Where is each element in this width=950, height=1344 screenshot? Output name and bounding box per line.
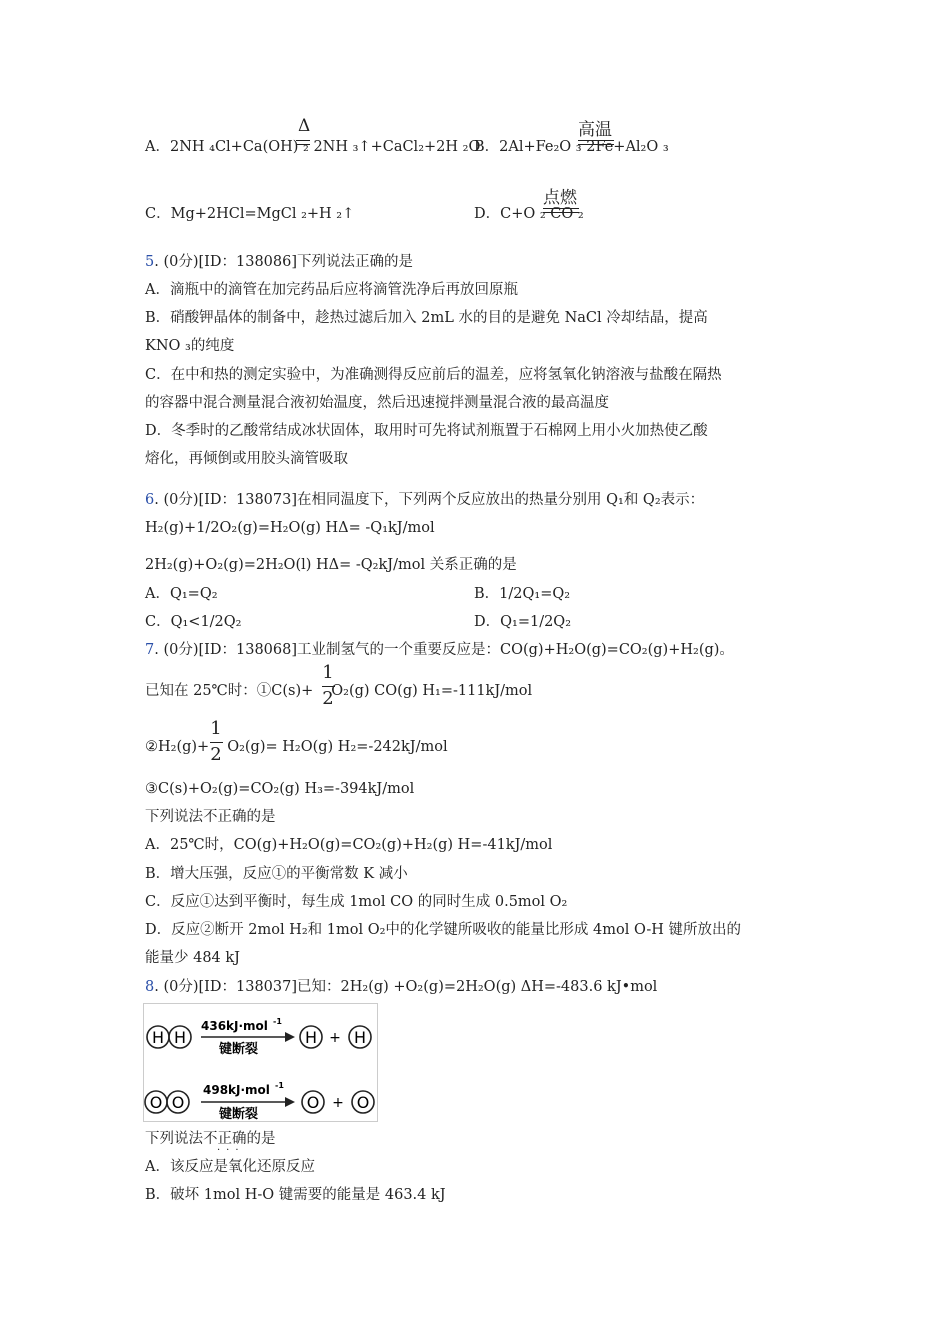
q4-d-equals [543,208,579,213]
q8-number: 8 [145,979,155,995]
q5-option-c-line1: C．在中和热的测定实验中，为准确测得反应前后的温差，应将氢氧化钠溶液与盐酸在隔热 [145,367,722,383]
o-bond-energy-unit-sup: -1 [275,1081,284,1090]
q6-option-a: A．Q₁=Q₂ [145,586,218,602]
q5-option-b-line2: KNO ₃的纯度 [145,338,235,354]
q4-a-condition: Δ [298,116,311,136]
h-bond-break-label: 键断裂 [219,1042,259,1057]
q5-option-b-line1: B．硝酸钾晶体的制备中，趁热过滤后加入 2mL 水的目的是避免 NaCl 冷却结晶，提高 [145,310,708,326]
q7-option-b: B．增大压强，反应①的平衡常数 K 减小 [145,866,408,882]
h-product-right: H [353,1028,367,1047]
q7-option-c: C．反应①达到平衡时，每生成 1mol CO 的同时生成 0.5mol O₂ [145,894,568,910]
q8-stem: 8. (0分)[ID：138037]已知：2H₂(g) +O₂(g)=2H₂O(g) ΔH=-483.6 kJ•mol [145,979,658,995]
o-atom-left: O [149,1093,163,1112]
o-product-right: O [356,1093,370,1112]
q8-ask: 下列说法不正确的是 [145,1131,276,1147]
q5-number: 5 [145,254,155,270]
o-product-left: O [306,1093,320,1112]
q7-stem: 7. (0分)[ID：138068]工业制氢气的一个重要反应是：CO(g)+H₂O(g)=CO₂(g)+H₂(g)。 [145,642,734,658]
q7-known-eq3: ③C(s)+O₂(g)=CO₂(g) H₃=-394kJ/mol [145,781,415,797]
q7-option-a: A．25℃时，CO(g)+H₂O(g)=CO₂(g)+H₂(g) H=-41kJ/mol [145,837,553,853]
h-atom-left: H [151,1028,165,1047]
q8-option-a: A．该反应是氧化还原反应 [145,1159,315,1175]
q5-option-d-line2: 熔化，再倾倒或用胶头滴管吸取 [145,451,348,467]
q7-eq2-frac-num: 1 [210,718,222,739]
q7-known-eq1: 已知在 25℃时：①C(s)+ O₂(g) CO(g) H₁=-111kJ/mol [145,683,533,699]
q6-option-d: D．Q₁=1/2Q₂ [474,614,572,630]
q5-stem: 5. (0分)[ID：138086]下列说法正确的是 [145,254,414,270]
q5-option-a: A．滴瓶中的滴管在加完药品后应将滴管洗净后再放回原瓶 [145,282,518,298]
h-plus: + [329,1030,341,1046]
q4-b-equals [578,140,614,145]
q8-emphasis-dots: ··· [217,1145,245,1156]
h-product-left: H [304,1028,318,1047]
o-bond-break-label: 键断裂 [219,1107,259,1122]
q6-number: 6 [145,492,155,508]
q6-option-c: C．Q₁<1/2Q₂ [145,614,242,630]
q7-option-d-line1: D．反应②断开 2mol H₂和 1mol O₂中的化学键所吸收的能量比形成 4mol O-H 键所放出的 [145,922,742,938]
q4-option-a: A．2NH ₄Cl+Ca(OH) ₂ 2NH ₃↑+CaCl₂+2H ₂O [145,139,481,155]
q7-eq1-frac-bar [322,686,335,687]
h-bond-energy-unit-sup: -1 [273,1017,282,1026]
q8-option-b: B．破坏 1mol H-O 键需要的能量是 463.4 kJ [145,1187,446,1203]
q4-b-condition: 高温 [578,120,612,140]
q6-option-b: B．1/2Q₁=Q₂ [474,586,571,602]
q4-option-b: B．2Al+Fe₂O ₃ 2Fe+Al₂O ₃ [474,139,669,155]
q6-equation-1: H₂(g)+1/2O₂(g)=H₂O(g) HΔ= -Q₁kJ/mol [145,520,435,536]
q6-stem: 6. (0分)[ID：138073]在相同温度下，下列两个反应放出的热量分别用 Q₁和 Q₂表示： [145,492,705,508]
q4-option-c: C．Mg+2HCl=MgCl ₂+H ₂↑ [145,206,355,222]
q7-eq2-frac-bar [210,742,223,743]
q7-known-eq2: ②H₂(g)+ O₂(g)= H₂O(g) H₂=-242kJ/mol [145,739,448,755]
q7-ask: 下列说法不正确的是 [145,809,276,825]
o-plus: + [332,1095,344,1111]
q4-option-d: D．C+O ₂ CO ₂ [474,206,584,222]
o-bond-energy: 498kJ·mol [203,1083,270,1097]
q5-option-c-line2: 的容器中混合测量混合液初始温度，然后迅速搅拌测量混合液的最高温度 [145,395,609,411]
q4-a-equals [296,140,310,145]
bond-energy-figure [143,1003,379,1123]
q7-eq1-frac-den: 2 [322,688,334,709]
q7-eq1-frac-num: 1 [322,662,334,683]
h-bond-energy: 436kJ·mol [201,1019,268,1033]
o-atom-right: O [171,1093,185,1112]
q4-d-condition: 点燃 [543,188,577,208]
q7-option-d-line2: 能量少 484 kJ [145,950,240,966]
q7-number: 7 [145,642,155,658]
h-atom-right: H [173,1028,187,1047]
q7-eq2-frac-den: 2 [210,744,222,765]
q6-equation-2: 2H₂(g)+O₂(g)=2H₂O(l) HΔ= -Q₂kJ/mol 关系正确的是 [145,557,517,573]
q5-option-d-line1: D．冬季时的乙酸常结成冰状固体，取用时可先将试剂瓶置于石棉网上用小火加热使乙酸 [145,423,708,439]
